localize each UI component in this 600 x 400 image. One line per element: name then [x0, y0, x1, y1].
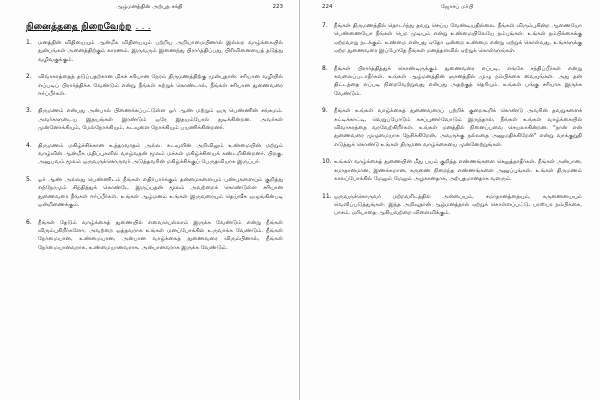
list-item-number: 2. — [26, 73, 32, 81]
list-item-text: திருமணம் மகிழ்ச்சிக்கான உத்தரவாதம் அல்ல. கடவுளின் அறிவிலும் உண்மையின் மற்றும் வாழ்வின் ஆன்மீக மதிப்புகளில் வாழ்வதன் மூலம் மக்கள் மகிழ்ச்சியைக் கண்டறிகின்றனர். பிறகு, அனுபவம் மூலம் ஒருவருக்கொருவர் அடுத்தவரின் மகிழ்ச்சிக்குப் பேருதவியாக இருப்பர். — [38, 142, 283, 166]
section-title — [26, 22, 283, 33]
list-item — [322, 65, 582, 99]
section-title-dots: . . . — [135, 22, 151, 32]
list-item-number: 11. — [322, 192, 332, 200]
list-item-text: ஓர் ஆண் அல்லது பெண்ணிடம் நீங்கள் எதிர்பார்க்கும் தன்மைகளையும் பண்புகளையும் குறித்து எந்நேரமும் சிந்தித்துக் கொண்டே இருப்பதன் மூலம் அவற்றைக் கொண்டுள்ள சரியான துணைவரை நீங்கள் ஈர்ப்பீர்கள். உங்கள் ஆழ்மனம் உங்கள் இருவரையும் தெய்வீக ஒழுங்கின்படி ஒன்றிணைக்கும். — [38, 176, 283, 209]
list-item — [26, 176, 283, 210]
list-item — [26, 73, 283, 98]
list-item-number: 8. — [322, 64, 328, 72]
list-item-text: நீங்கள் தேடும் வாழ்க்கைத் துணையில் எவையெல்லாம் இருக்க வேண்டும் என்று நீங்கள் விரும்புகிறீர்களோ, அவற்றை ஒத்தவராக உங்கள் மனப்போக்கில் உருவாக்க வேண்டும். நீங்கள் நேர்மையான, உண்மையான, அன்பான வாழ்க்கைத் துணைவரை விரும்பினால், நீங்கள் நேர்மையானவராக, உண்மையானவராக, அன்பானவராக இருக்க வேண்டும். — [38, 219, 283, 251]
right-running-head — [322, 4, 582, 16]
list-item-text: நீங்கள் உங்கள் வாழ்க்கைத் துணைவரைப் பற்றிக் குறைகூறிக் கொண்டு அவரின் தவறுகளைச் சுட்டிக்காட்டி, வெறுப்போடும் கசப்புணர்வோடும் இருந்தால், நீங்கள் உங்கள் வாழ்க்கையில் விவாகரத்தை வரவேற்கிறீர்கள். உங்கள் மனத்தில் நினைப்பவை செயலாகின்றன. "நான் என் துணைவரை முழுமையாக நேசிக்கிறேன், அவருக்கு நல்லதை அனுமதிக்கிறேன்" என்று வாக்குறுதி எடுத்துக் கொண்டு உங்கள் திருமண வாழ்க்கையை முன்னேற்றுங்கள். — [334, 108, 582, 148]
list-item — [26, 219, 283, 253]
list-item — [26, 107, 283, 132]
list-item-number: 6. — [26, 218, 32, 226]
list-item-text: மனத்தின் விதியையும் ஆன்மீக விதியையும் பற்றிய அறியாமையினால் இல்லற வாழ்க்கையில் துன்பங்கள் அனைத்திற்கும் காரணம். இருவரும் இணைந்து பிரார்த்திப்பது, பிரிவினையைத் தடுத்து வழிவகுக்கும். — [38, 40, 283, 63]
right-running-title: ஜோசப் மர்பி — [440, 4, 474, 10]
list-item-number: 7. — [322, 22, 328, 29]
list-item — [26, 39, 283, 64]
list-item-text: நீங்கள் பிரார்த்தித்துக் கொண்டிருக்கும் துணைவரை எப்படி, எங்கே சந்திப்பீர்கள் என்று கவலைப்படாதீர்கள். உங்கள் ஆழ்மனத்தின் ஞானத்தில் முழு நம்பிக்கை வையுங்கள். அது தன் திட்டத்தை எப்படி நிறைவேற்றுவது என்பது அதற்குத் தெரியும். உங்கள் பங்கு சரியாக இருக்க வேண்டும். — [334, 65, 582, 97]
section-title-text: நினைத்ததை நிறைவேற்ற — [26, 22, 132, 32]
list-item — [322, 193, 582, 218]
list-item-number: 1. — [26, 39, 32, 46]
list-item-text: திருமணம் என்பது அன்பால் பிணைக்கப்பட்டுள்ள ஓர் ஆண் மற்றும் ஒரு பெண்ணின் சங்கமம். அவர்களுடைய இதயங்கள் இரண்டும் ஒரே இதயம்போல் துடிக்கின்றன. அவர்கள் முன்னோக்கியும், மேல்நோக்கியும், கடவுளை நோக்கியும் பயணிக்கின்றனர். — [38, 108, 283, 132]
list-item — [322, 107, 582, 149]
left-page-number: 223 — [272, 4, 283, 10]
right-page — [300, 0, 600, 400]
list-item-text: உங்கள் வாழ்க்கைத் துணையின் மீது பயம் குறித்த எண்ணங்களை செலுத்தாதீர்கள். நீங்கள் அன்பான, சமாதானமான, இணக்கமான, கருணை நிறைந்த எண்ணங்களை அனுப்புங்கள். உங்கள் திருமணம் காலப்போக்கில் மேலும் மேலும் அழகானதாக, அற்புதமானதாக வளரும். — [334, 159, 582, 183]
list-item-text: நீங்கள் திருமணத்தில் தொடர்ந்து தவறு செய்ய வேண்டியதில்லை. நீங்கள் விரும்புகின்ற ஆணையோ பெண்ணையோ நீங்கள் பெற முடியும் என்று உண்மையிலேயே நம்புங்கள். உங்கள் நம்பிக்கைக்கு ஏற்றவாறு நடக்கும். உண்மை என்பது ஏதோ ஒன்றை உண்மை என்று ஏற்றுக் கொள்வது. உங்களுக்கு ஏற்ற துணைவரை இப்போதே நீங்கள் மனத்தளவில் ஏற்றுக் கொள்ளுங்கள். — [334, 23, 582, 55]
list-item — [322, 158, 582, 183]
list-item-number: 10. — [322, 158, 332, 166]
list-item-number: 5. — [26, 175, 32, 183]
list-item-text: ஒருவருக்கொருவர் மற்றவரிடத்தில் அன்பையும், சமாதானத்தையும், கருணையையும் வெளிப்படுத்துங்கள். இந்த அறிவுதான் ஆழ்மனத்தால் ஏற்றுக் கொள்ளப்பட்டு, பரஸ்பர நம்பிக்கை, பாசம், மரியாதை ஆகியவற்றை விளைவிக்கும். — [334, 193, 582, 217]
left-running-head — [26, 4, 283, 16]
right-page-number: 224 — [322, 4, 333, 10]
left-running-title: ஆழ்மனத்தின் அற்புத சக்தி — [115, 4, 183, 10]
list-item-number: 4. — [26, 141, 32, 149]
list-item-text: விவாகரத்தைத் தடுப்பதற்கான மிகச் சரியான நேரம் திருமணத்திற்கு முன்புதான். சரியான வழியில் எப்படிப் பிரார்த்திக்க வேண்டும் என்று நீங்கள் கற்றுக் கொண்டால், நீங்கள் சரியான துணைவரை ஈர்ப்பீர்கள். — [38, 74, 283, 98]
list-item — [322, 22, 582, 56]
list-item — [26, 142, 283, 167]
list-item-number: 9. — [322, 107, 328, 115]
list-item-number: 3. — [26, 107, 32, 115]
